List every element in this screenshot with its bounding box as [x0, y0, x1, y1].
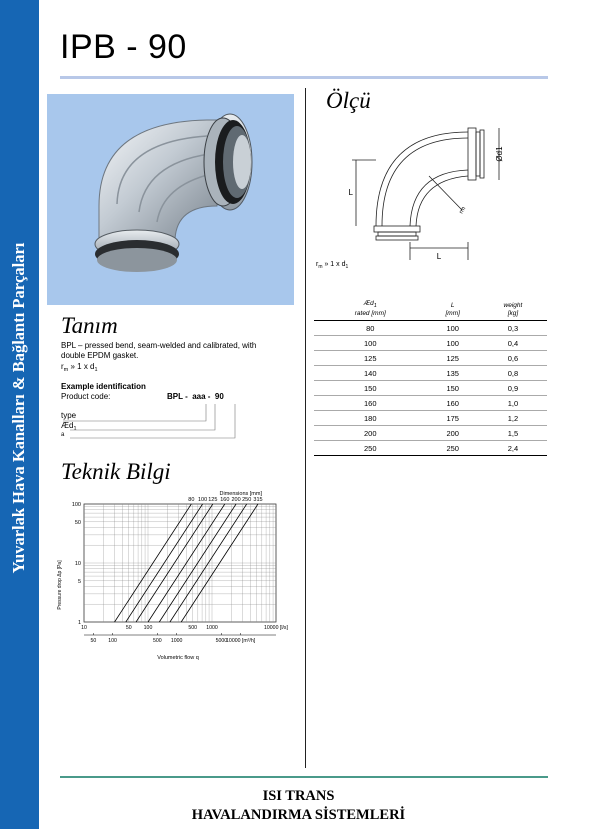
page-title: IPB - 90	[60, 28, 187, 66]
rm-formula	[61, 362, 98, 375]
header-length	[427, 296, 479, 321]
y-tick-label: 1	[77, 620, 81, 626]
chart-ylabel: Pressure drop Δp [Pa]	[57, 560, 63, 610]
type-label: type	[61, 411, 77, 420]
dimension-drawing	[312, 118, 552, 283]
table-row	[314, 366, 547, 381]
table-row	[314, 396, 547, 411]
header-length-l1: L	[450, 302, 455, 309]
chart-xlabel: Volumetric flow q	[157, 655, 199, 661]
rm-mid: » 1 x d	[68, 362, 95, 371]
table-cell: 250	[314, 441, 427, 456]
dim-rm-r: r	[316, 261, 319, 268]
table-cell: 2,4	[479, 441, 547, 456]
header-length-l2: [mm]	[445, 310, 460, 317]
rm-sub2: 1	[94, 367, 98, 373]
y-tick-label: 50	[74, 519, 81, 526]
x-tick-label: 50	[125, 625, 132, 631]
x-tick-label: 1000	[206, 625, 218, 631]
table-row	[314, 336, 547, 351]
dim-rm-formula	[316, 261, 348, 270]
table-cell: 0,8	[479, 366, 547, 381]
table-cell: 1,0	[479, 396, 547, 411]
tanim-heading: Tanım	[61, 313, 118, 338]
table-cell: 180	[314, 411, 427, 426]
product-code-label: Product code:	[61, 392, 111, 401]
table-row	[314, 426, 547, 441]
series-label: 160	[220, 497, 230, 503]
table-row	[314, 351, 547, 366]
table-cell: 175	[427, 411, 479, 426]
header-diameter-l1: Æd	[363, 300, 374, 307]
table-cell: 140	[314, 366, 427, 381]
header-weight-l2: [kg]	[507, 310, 519, 317]
spec-header-row	[314, 296, 547, 321]
example-heading: Example identification	[61, 382, 146, 391]
x2-tick-label: 500	[153, 638, 162, 644]
sidebar-title: Yuvarlak Hava Kanalları & Bağlantı Parçaları	[9, 242, 28, 574]
x-tick-label: 10	[81, 625, 87, 631]
footer-divider	[60, 776, 548, 778]
sidebar-band	[0, 0, 39, 829]
series-label: 100	[198, 497, 208, 503]
table-cell: 125	[314, 351, 427, 366]
title-divider	[60, 76, 548, 79]
spec-table	[314, 296, 547, 456]
rm-r: r	[61, 362, 64, 371]
table-cell: 200	[314, 426, 427, 441]
table-cell: 125	[427, 351, 479, 366]
y-tick-label: 5	[77, 578, 81, 585]
chart-grid	[84, 504, 276, 635]
dim-rm-sub2: 1	[345, 264, 349, 270]
dim-radius: rm	[458, 205, 468, 215]
x-tick-label: 10000 [l/s]	[264, 625, 288, 631]
table-cell: 160	[314, 396, 427, 411]
table-cell: 1,5	[479, 426, 547, 441]
series-label: 315	[253, 497, 263, 503]
footer-subtitle: HAVALANDIRMA SİSTEMLERİ	[191, 807, 406, 823]
dim-rm-mid: » 1 x d	[322, 261, 346, 268]
diameter-text: Æd	[61, 421, 74, 430]
table-cell: 0,9	[479, 381, 547, 396]
table-cell: 80	[314, 321, 427, 336]
dim-rm-sub: m	[318, 264, 323, 270]
x2-tick-label: 100	[108, 638, 117, 644]
y-tick-label: 100	[71, 502, 81, 508]
series-label: 80	[188, 497, 195, 503]
table-cell: 150	[314, 381, 427, 396]
table-cell: 0,6	[479, 351, 547, 366]
pressure-drop-chart	[58, 490, 298, 665]
chart-title: Dimensions [mm]	[219, 491, 262, 497]
table-cell: 100	[314, 336, 427, 351]
rm-sub: m	[63, 367, 69, 373]
footer-company: ISI TRANS	[262, 788, 335, 804]
header-diameter-l2: rated [mm]	[354, 310, 386, 317]
x2-tick-label: 50	[90, 638, 97, 644]
teknik-heading: Teknik Bilgi	[61, 459, 171, 484]
table-cell: 200	[427, 426, 479, 441]
dim-l-bottom: L	[436, 252, 442, 261]
series-label: 125	[208, 497, 218, 503]
x-tick-label: 100	[143, 625, 153, 631]
header-weight	[479, 296, 547, 321]
dim-l-left: L	[348, 188, 353, 197]
table-cell: 160	[427, 396, 479, 411]
code-leader-lines	[60, 400, 250, 440]
table-row	[314, 411, 547, 426]
header-weight-l1: weight	[503, 302, 523, 309]
angle-label: a	[61, 432, 65, 438]
table-cell: 250	[427, 441, 479, 456]
x2-tick-label: 1000	[170, 638, 183, 644]
x2-tick-label: 5000	[215, 638, 228, 644]
x2-tick-label: 10000 [m³/h]	[226, 638, 256, 644]
dim-diameter: Ød1	[495, 146, 504, 162]
description-line1: BPL – pressed bend, seam-welded and calibrated, with	[61, 341, 257, 350]
description-line2: double EPDM gasket.	[61, 351, 139, 360]
table-row	[314, 381, 547, 396]
header-diameter	[314, 296, 427, 321]
table-cell: 0,3	[479, 321, 547, 336]
series-label: 250	[242, 497, 252, 503]
table-row	[314, 441, 547, 456]
table-cell: 1,2	[479, 411, 547, 426]
diameter-sub: 1	[73, 426, 77, 432]
column-divider	[305, 88, 306, 768]
header-diameter-sub: 1	[373, 303, 377, 309]
table-cell: 100	[427, 336, 479, 351]
table-cell: 135	[427, 366, 479, 381]
olcu-heading: Ölçü	[326, 88, 371, 113]
series-label: 200	[231, 497, 241, 503]
table-cell: 100	[427, 321, 479, 336]
table-cell: 0,4	[479, 336, 547, 351]
table-cell: 150	[427, 381, 479, 396]
product-code-value: BPL - aaa - 90	[167, 392, 224, 401]
product-photo	[47, 94, 294, 305]
y-tick-label: 10	[74, 561, 81, 567]
x-tick-label: 500	[188, 625, 198, 631]
table-row	[314, 321, 547, 336]
